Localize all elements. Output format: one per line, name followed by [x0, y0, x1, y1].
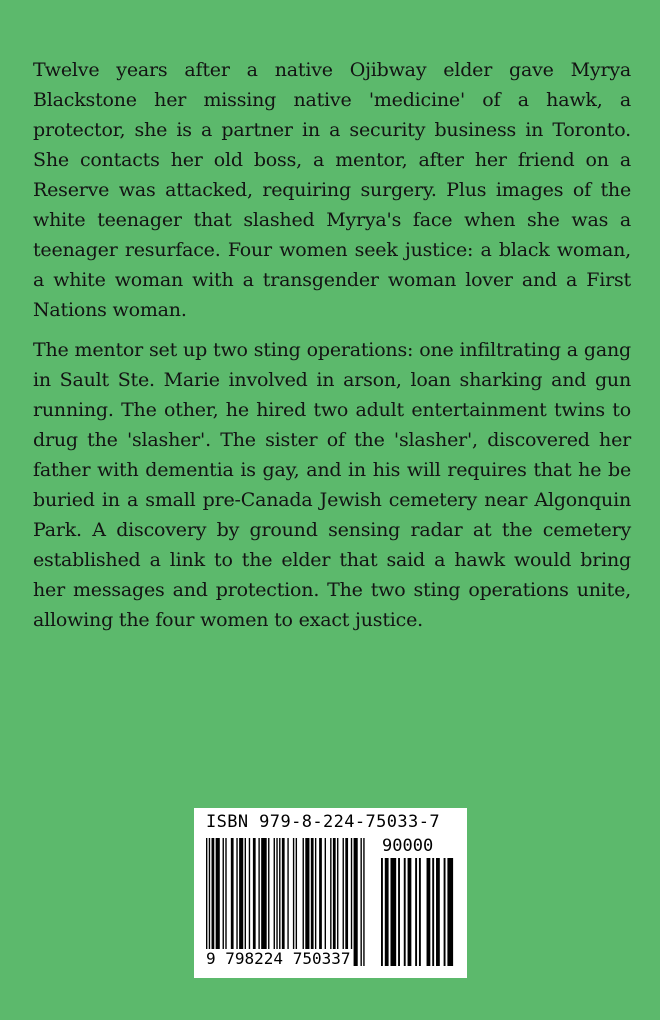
barcode-bar — [432, 858, 434, 966]
barcode-bar — [415, 858, 417, 966]
blurb-paragraph-2: The mentor set up two sting operations: one infiltrating a gang in Sault Ste. Marie involved in arson, loan sharking and gun running. The other, he hired two adult entertainment twins to drug the 'slasher'. The sister of the 'slasher', discovered her father with dementia is gay, and in his will requires that he be buried in a small pre-Canada Jewish cemetery near Algonquin Park. A discovery by ground sensing radar at the cemetery established a link to the elder that said a hawk would bring her messages and protection. The two sting operations unite, allowing the four women to exact justice. — [33, 339, 631, 631]
barcode-bar — [245, 838, 246, 966]
barcode-bar — [293, 838, 294, 966]
barcode-bar — [447, 858, 453, 966]
barcode-bar — [249, 838, 250, 966]
barcode-bar — [296, 838, 297, 966]
barcode-bar — [287, 838, 288, 966]
barcode-bar — [253, 838, 256, 966]
barcode-bar — [343, 838, 344, 966]
barcode-bar — [325, 838, 326, 966]
barcode-main-bars — [206, 838, 366, 966]
barcode-bar — [236, 838, 237, 966]
barcode-bar — [330, 838, 331, 966]
barcode-bar — [212, 838, 215, 966]
barcode-bar — [303, 838, 304, 966]
barcode-bar — [351, 838, 352, 966]
barcode-bar — [261, 838, 267, 966]
barcode-bar — [268, 838, 269, 966]
barcode-bar — [398, 858, 400, 966]
barcode-bar — [274, 838, 275, 966]
isbn-barcode — [194, 808, 467, 978]
isbn-label: ISBN 979-8-224-75033-7 — [206, 812, 440, 832]
barcode-bar — [427, 858, 431, 966]
barcode-bar — [419, 858, 421, 966]
price-code: 90000 — [382, 836, 434, 856]
barcode-bar — [209, 838, 210, 966]
barcode-bar — [436, 858, 440, 966]
barcode-bar — [239, 838, 243, 966]
barcode-bar — [282, 838, 285, 966]
blurb-paragraph-1: Twelve years after a native Ojibway elder gave Myrya Blackstone her missing native 'medicine' of a hawk, a protector, she is a partner in a security business in Toronto. She contacts her old boss, a mentor, after her friend on a Reserve was attacked, requiring surgery. Plus images of the white teenager that slashed Myrya's face when she was a teenager resurface. Four women seek justice: a black woman, a white woman with a transgender woman lover and a First Nations woman. — [33, 59, 631, 321]
barcode-bar — [385, 858, 389, 966]
barcode-bar — [315, 838, 316, 966]
blurb-text — [33, 55, 631, 645]
barcode-addon-bars — [381, 858, 455, 966]
barcode-bar — [319, 838, 322, 966]
barcode-bar — [276, 838, 277, 966]
barcode-bar — [360, 838, 361, 966]
barcode-digits: 9 798224 750337 — [206, 949, 351, 968]
barcode-bar — [444, 858, 446, 966]
barcode-bar — [408, 858, 412, 966]
barcode-bar — [216, 838, 220, 966]
barcode-bar — [279, 838, 280, 966]
barcode-bar — [225, 838, 226, 966]
barcode-bar — [354, 838, 358, 966]
barcode-bar — [305, 838, 309, 966]
barcode-bar — [404, 858, 406, 966]
barcode-bar — [381, 858, 383, 966]
barcode-bar — [258, 838, 259, 966]
barcode-bar — [345, 838, 348, 966]
barcode-bar — [363, 838, 364, 966]
barcode-bar — [333, 838, 336, 966]
barcode-bar — [223, 838, 224, 966]
barcode-bar — [390, 858, 396, 966]
barcode-bar — [311, 838, 314, 966]
barcode-bar — [231, 838, 234, 966]
barcode-bar — [337, 838, 338, 966]
barcode-bar — [206, 838, 207, 966]
